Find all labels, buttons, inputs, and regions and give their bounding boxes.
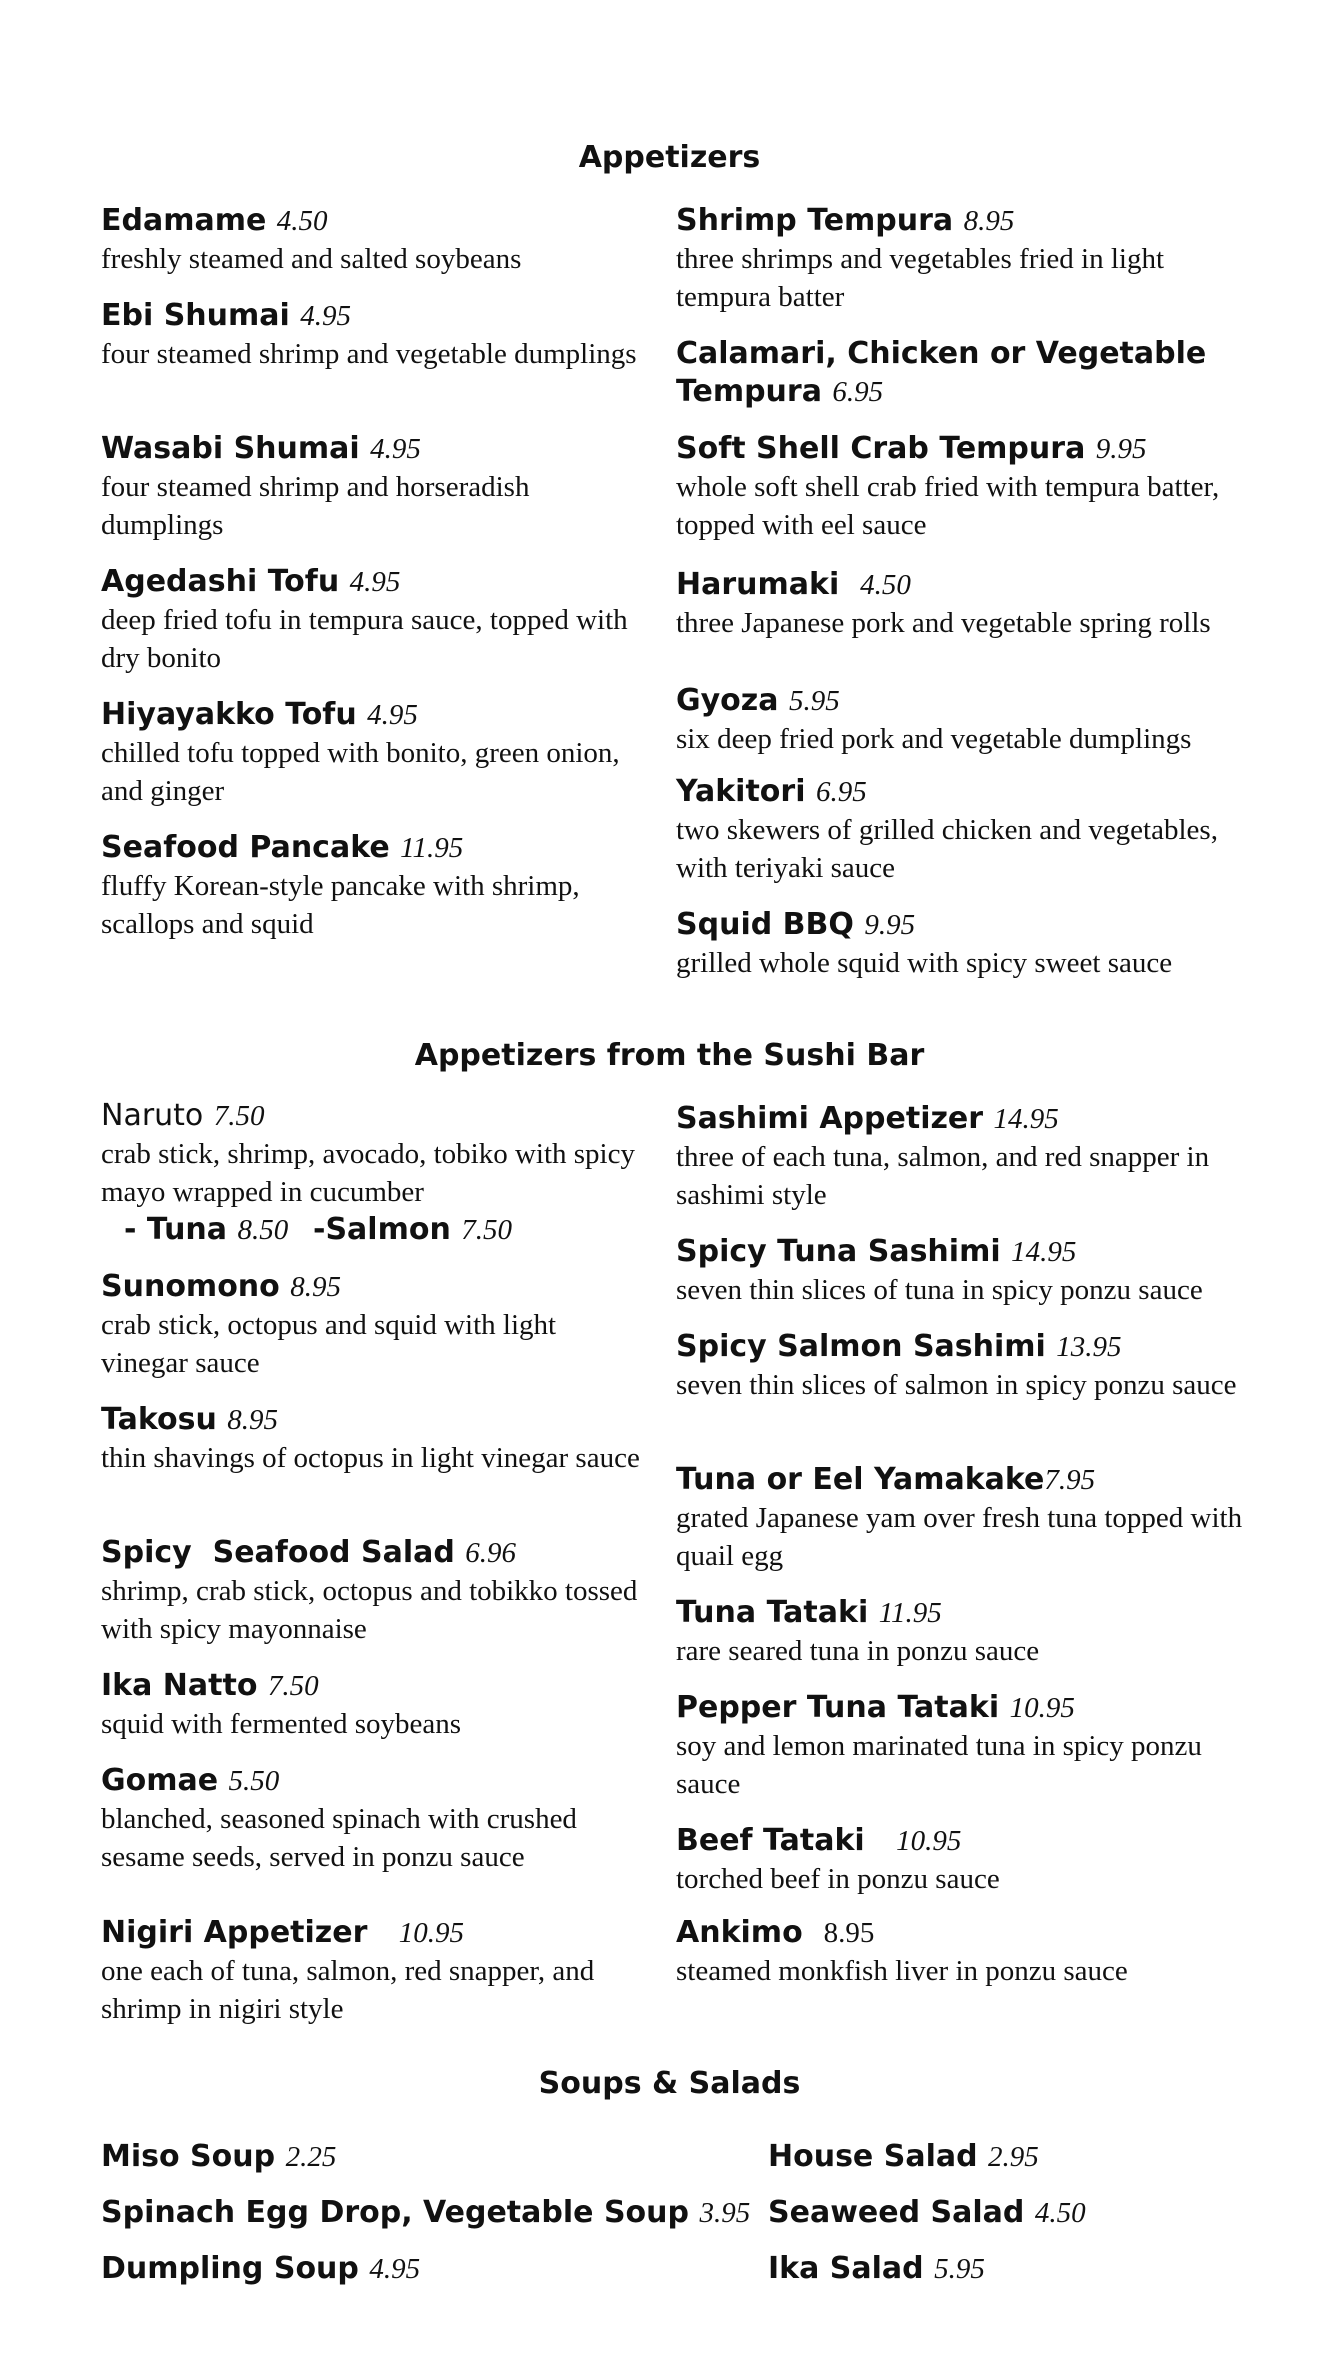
menu-item xyxy=(101,202,641,278)
item-description: grilled whole squid with spicy sweet sauce xyxy=(676,947,1173,979)
item-price: 5.95 xyxy=(788,685,840,717)
item-description: four steamed shrimp and horseradish dumplings xyxy=(101,471,530,541)
item-price: 2.95 xyxy=(988,2141,1039,2173)
menu-item xyxy=(676,335,1236,411)
section-heading-soups-salads: Soups & Salads xyxy=(538,2066,801,2101)
section-heading-appetizers: Appetizers xyxy=(578,140,761,175)
menu-item xyxy=(101,1268,641,1382)
menu-item xyxy=(101,2138,336,2176)
item-name: Gyoza xyxy=(676,683,779,718)
item-description: deep fried tofu in tempura sauce, topped with dry bonito xyxy=(101,604,628,674)
menu-item xyxy=(676,430,1236,544)
item-description: rare seared tuna in ponzu sauce xyxy=(676,1635,1040,1667)
item-price: 8.95 xyxy=(227,1404,279,1436)
item-name: Ika Natto xyxy=(101,1668,258,1703)
menu-item xyxy=(676,1100,1276,1214)
item-price: 10.95 xyxy=(1009,1692,1075,1724)
menu-item xyxy=(101,829,641,943)
item-description: three shrimps and vegetables fried in light tempura batter xyxy=(676,243,1165,313)
menu-item xyxy=(101,1762,641,1876)
item-price: 8.95 xyxy=(963,205,1015,237)
item-name: Tuna Tataki xyxy=(676,1595,869,1630)
item-price: 6.95 xyxy=(832,376,884,408)
item-price: 4.50 xyxy=(1034,2197,1086,2229)
menu-item xyxy=(676,906,1236,982)
menu-item xyxy=(676,1233,1276,1309)
menu-item xyxy=(101,1534,641,1648)
item-price: 4.95 xyxy=(370,433,421,465)
item-name: Sashimi Appetizer xyxy=(676,1101,984,1136)
item-price: 4.50 xyxy=(860,569,911,601)
item-description: squid with fermented soybeans xyxy=(101,1708,462,1740)
item-price: 8.95 xyxy=(823,1917,875,1949)
item-price: 2.25 xyxy=(285,2141,337,2173)
menu-item xyxy=(676,202,1236,316)
menu-item xyxy=(676,1594,1256,1670)
item-price: 4.50 xyxy=(276,205,328,237)
menu-item xyxy=(768,2138,1039,2176)
item-description: grated Japanese yam over fresh tuna topped with quail egg xyxy=(676,1502,1243,1572)
item-description: three of each tuna, salmon, and red snapper in sashimi style xyxy=(676,1141,1210,1211)
item-description: blanched, seasoned spinach with crushed sesame seeds, served in ponzu sauce xyxy=(101,1803,577,1873)
item-description: one each of tuna, salmon, red snapper, and shrimp in nigiri style xyxy=(101,1955,595,2025)
item-name: Naruto xyxy=(101,1098,204,1133)
item-name: Seaweed Salad xyxy=(768,2195,1025,2230)
item-description: soy and lemon marinated tuna in spicy ponzu sauce xyxy=(676,1730,1202,1800)
item-price: 4.95 xyxy=(300,300,352,332)
item-price: 6.95 xyxy=(815,776,867,808)
item-name: Ebi Shumai xyxy=(101,298,290,333)
item-description: seven thin slices of tuna in spicy ponzu sauce xyxy=(676,1274,1203,1306)
item-name: Ankimo xyxy=(676,1915,803,1950)
item-name: Calamari, Chicken or Vegetable Tempura xyxy=(676,336,1207,409)
menu-item xyxy=(676,1914,1256,1990)
item-name: Spicy Salmon Sashimi xyxy=(676,1329,1046,1364)
menu-item xyxy=(676,566,1236,642)
item-name: Nigiri Appetizer xyxy=(101,1915,368,1950)
item-name: Yakitori xyxy=(676,774,806,809)
menu-item xyxy=(768,2194,1086,2232)
item-name: Tuna or Eel Yamakake xyxy=(676,1462,1045,1497)
item-description: crab stick, shrimp, avocado, tobiko with spicy mayo wrapped in cucumber xyxy=(101,1138,635,1208)
item-description: chilled tofu topped with bonito, green onion, and ginger xyxy=(101,737,620,807)
item-name: Soft Shell Crab Tempura xyxy=(676,431,1086,466)
item-name: Edamame xyxy=(101,203,267,238)
menu-item xyxy=(676,773,1236,887)
item-description: fluffy Korean-style pancake with shrimp, scallops and squid xyxy=(101,870,580,940)
item-description: steamed monkfish liver in ponzu sauce xyxy=(676,1955,1128,1987)
item-name: Agedashi Tofu xyxy=(101,564,340,599)
item-description: torched beef in ponzu sauce xyxy=(676,1863,1000,1895)
item-price: 14.95 xyxy=(993,1103,1059,1135)
item-name: Beef Tataki xyxy=(676,1823,865,1858)
item-name: Spinach Egg Drop, Vegetable Soup xyxy=(101,2195,689,2230)
item-price: 8.95 xyxy=(290,1271,341,1303)
menu-item xyxy=(101,297,641,373)
item-price: 9.95 xyxy=(864,909,916,941)
item-name: Wasabi Shumai xyxy=(101,431,360,466)
item-description: seven thin slices of salmon in spicy ponzu sauce xyxy=(676,1369,1237,1401)
item-price: 10.95 xyxy=(398,1917,465,1949)
menu-item xyxy=(768,2250,985,2288)
item-name: House Salad xyxy=(768,2139,978,2174)
item-description: three Japanese pork and vegetable spring rolls xyxy=(676,607,1211,639)
item-description: thin shavings of octopus in light vinegar sauce xyxy=(101,1442,640,1474)
item-name: Takosu xyxy=(101,1402,217,1437)
item-price: 8.50 xyxy=(237,1214,289,1246)
item-name: Shrimp Tempura xyxy=(676,203,954,238)
menu-item xyxy=(676,1822,1256,1898)
item-description: four steamed shrimp and vegetable dumplings xyxy=(101,338,637,370)
item-description: shrimp, crab stick, octopus and tobikko tossed with spicy mayonnaise xyxy=(101,1575,638,1645)
naruto-salmon-option: -Salmon 7.50 xyxy=(313,1212,513,1247)
item-price: 7.50 xyxy=(461,1214,513,1246)
menu-item xyxy=(101,563,641,677)
item-price: 3.95 xyxy=(699,2197,751,2229)
menu-item xyxy=(101,2250,420,2288)
menu-item xyxy=(676,682,1236,758)
menu-item xyxy=(101,696,641,810)
item-price: 5.50 xyxy=(228,1765,280,1797)
item-description: six deep fried pork and vegetable dumplings xyxy=(676,723,1192,755)
item-name: Hiyayakko Tofu xyxy=(101,697,357,732)
item-name: Seafood Pancake xyxy=(101,830,390,865)
menu-item xyxy=(676,1689,1256,1803)
item-description: two skewers of grilled chicken and vegetables, with teriyaki sauce xyxy=(676,814,1218,884)
item-name: Gomae xyxy=(101,1763,219,1798)
item-price: 4.95 xyxy=(349,566,401,598)
naruto-tuna-option: - Tuna 8.50 xyxy=(124,1212,289,1247)
item-name: Harumaki xyxy=(676,567,840,602)
item-name: Spicy Seafood Salad xyxy=(101,1535,455,1570)
item-price: 11.95 xyxy=(400,832,464,864)
item-price: 7.95 xyxy=(1044,1464,1096,1496)
item-name: Squid BBQ xyxy=(676,907,854,942)
item-description: freshly steamed and salted soybeans xyxy=(101,243,522,275)
item-price: 5.95 xyxy=(934,2253,985,2285)
item-name: Ika Salad xyxy=(768,2251,924,2286)
menu-item xyxy=(101,1667,641,1743)
item-price: 11.95 xyxy=(878,1597,942,1629)
item-price: 9.95 xyxy=(1095,433,1147,465)
item-price: 7.50 xyxy=(267,1670,319,1702)
item-name: Sunomono xyxy=(101,1269,280,1304)
item-price: 4.95 xyxy=(369,2253,421,2285)
menu-item xyxy=(101,1914,661,2028)
item-price: 6.96 xyxy=(465,1537,517,1569)
item-price: 14.95 xyxy=(1011,1236,1077,1268)
menu-item xyxy=(101,1401,641,1477)
item-description: crab stick, octopus and squid with light vinegar sauce xyxy=(101,1309,557,1379)
item-name: Miso Soup xyxy=(101,2139,276,2174)
menu-item xyxy=(101,2194,750,2232)
item-price: 10.95 xyxy=(896,1825,962,1857)
item-price: 4.95 xyxy=(367,699,418,731)
menu-item xyxy=(101,430,641,544)
item-price: 7.50 xyxy=(213,1100,265,1132)
item-name: Pepper Tuna Tataki xyxy=(676,1690,1000,1725)
section-heading-sushi-bar: Appetizers from the Sushi Bar xyxy=(414,1038,925,1073)
item-name: Spicy Tuna Sashimi xyxy=(676,1234,1001,1269)
menu-item xyxy=(101,1097,641,1211)
item-name: Dumpling Soup xyxy=(101,2251,359,2286)
item-price: 13.95 xyxy=(1056,1331,1122,1363)
item-description: whole soft shell crab fried with tempura batter, topped with eel sauce xyxy=(676,471,1220,541)
menu-item xyxy=(676,1461,1256,1575)
menu-item xyxy=(676,1328,1256,1404)
